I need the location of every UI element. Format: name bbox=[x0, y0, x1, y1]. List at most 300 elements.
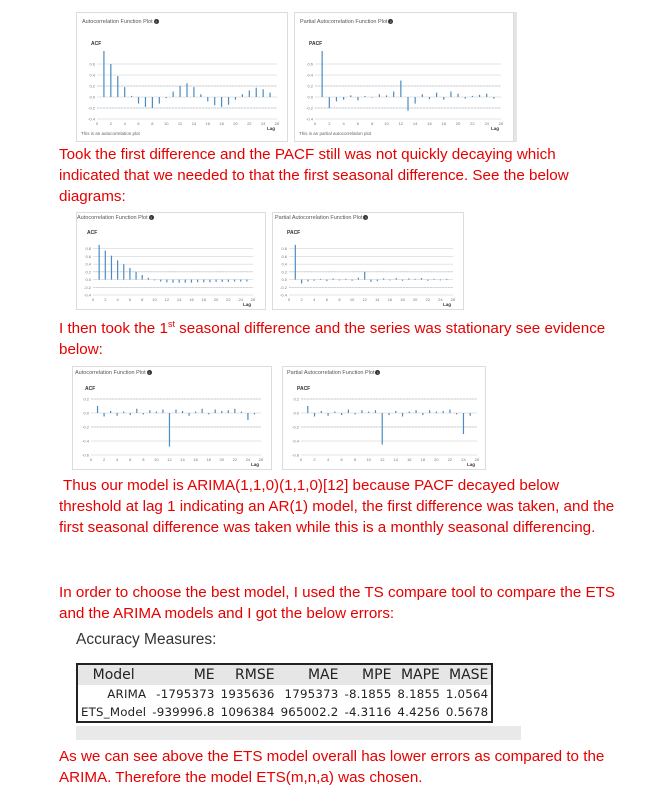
x-tick-label: 14 bbox=[412, 121, 418, 126]
bar bbox=[436, 93, 437, 97]
acf-axis-label: ACF bbox=[87, 230, 98, 236]
bar bbox=[228, 410, 229, 413]
x-tick-label: 4 bbox=[342, 121, 345, 126]
bar bbox=[234, 409, 235, 413]
bar bbox=[415, 279, 416, 280]
info-icon[interactable]: i bbox=[154, 19, 159, 24]
bar bbox=[336, 97, 337, 101]
bar bbox=[145, 97, 146, 107]
x-tick-label: 12 bbox=[177, 121, 183, 126]
x-tick-label: 20 bbox=[219, 457, 224, 462]
bar bbox=[301, 280, 302, 284]
bar bbox=[446, 279, 447, 280]
x-tick-label: 14 bbox=[176, 297, 182, 302]
x-axis-label: Lag bbox=[466, 462, 475, 467]
bar bbox=[179, 86, 180, 97]
bar bbox=[110, 64, 111, 97]
bar bbox=[351, 280, 352, 281]
y-tick-label: -0.6 bbox=[292, 452, 299, 458]
bar bbox=[343, 97, 344, 100]
bar bbox=[160, 280, 161, 282]
bar bbox=[254, 413, 255, 414]
bar bbox=[197, 280, 198, 283]
x-axis-label: Lag bbox=[250, 462, 259, 467]
y-tick-label: -0.4 bbox=[292, 438, 299, 444]
bar bbox=[314, 280, 315, 281]
x-tick-label: 8 bbox=[142, 457, 145, 462]
bar bbox=[379, 94, 380, 97]
bar bbox=[334, 412, 335, 413]
y-tick-label: 0.8 bbox=[85, 246, 91, 252]
para2-b: seasonal difference and the series was stationary see evidence below: bbox=[59, 320, 606, 358]
y-tick-label: 0.2 bbox=[83, 397, 89, 402]
acf-axis-label: ACF bbox=[91, 41, 102, 47]
bar bbox=[209, 280, 210, 283]
bar bbox=[396, 278, 397, 280]
cell: 4.4256 bbox=[397, 705, 440, 719]
col-me: ME bbox=[149, 664, 217, 685]
y-tick-label: -0.6 bbox=[82, 452, 89, 458]
cell: 965002.2 bbox=[280, 705, 339, 719]
x-tick-label: 2 bbox=[109, 121, 112, 126]
acf-panel-1-title bbox=[82, 19, 159, 25]
y-tick-label: -0.2 bbox=[280, 284, 287, 290]
bar bbox=[364, 96, 365, 97]
bar bbox=[368, 412, 369, 413]
cell: -8.1855 bbox=[344, 687, 392, 701]
x-tick-label: 26 bbox=[274, 121, 280, 126]
pacf-panel-1-title bbox=[300, 19, 393, 25]
bar bbox=[117, 76, 118, 97]
bar bbox=[215, 410, 216, 414]
info-icon[interactable]: i bbox=[147, 370, 152, 375]
x-tick-label: 10 bbox=[384, 121, 389, 126]
x-tick-label: 12 bbox=[380, 457, 385, 462]
x-tick-label: 18 bbox=[201, 297, 206, 302]
pacf-panel-1 bbox=[294, 12, 514, 142]
bar bbox=[348, 410, 349, 414]
bar bbox=[422, 94, 423, 97]
x-axis-label: Lag bbox=[442, 302, 451, 307]
x-tick-label: 6 bbox=[129, 457, 132, 462]
bar bbox=[486, 94, 487, 97]
x-tick-label: 8 bbox=[371, 121, 374, 126]
pacf-axis-label: PACF bbox=[297, 386, 311, 392]
x-tick-label: 16 bbox=[407, 457, 412, 462]
bar bbox=[364, 272, 365, 280]
x-tick-label: 0 bbox=[313, 121, 317, 126]
bar bbox=[159, 97, 160, 104]
bar bbox=[427, 280, 428, 281]
x-tick-label: 10 bbox=[366, 457, 371, 462]
bar bbox=[207, 97, 208, 101]
bar bbox=[186, 83, 187, 97]
x-tick-label: 4 bbox=[116, 457, 119, 462]
bar bbox=[202, 409, 203, 413]
bar bbox=[156, 412, 157, 413]
x-tick-label: 16 bbox=[427, 121, 432, 126]
y-tick-label: 0.6 bbox=[307, 61, 313, 67]
x-tick-label: 6 bbox=[128, 297, 132, 302]
x-tick-label: 2 bbox=[300, 297, 303, 302]
x-tick-label: 16 bbox=[189, 297, 194, 302]
x-tick-label: 2 bbox=[104, 297, 107, 302]
bar bbox=[421, 278, 422, 280]
x-tick-label: 0 bbox=[299, 457, 303, 462]
x-tick-label: 18 bbox=[219, 121, 224, 126]
col-mape: MAPE bbox=[394, 664, 442, 685]
x-tick-label: 22 bbox=[470, 121, 475, 126]
bar bbox=[247, 413, 248, 420]
x-tick-label: 6 bbox=[325, 297, 328, 302]
bar bbox=[191, 280, 192, 283]
x-tick-label: 16 bbox=[193, 457, 198, 462]
cell: -939996.8 bbox=[152, 705, 215, 719]
x-tick-label: 14 bbox=[393, 457, 398, 462]
x-tick-label: 18 bbox=[206, 457, 211, 462]
bar bbox=[152, 97, 153, 108]
x-tick-label: 8 bbox=[354, 457, 357, 462]
acf-title-text: Autocorrelation Function Plot bbox=[82, 19, 153, 25]
x-tick-label: 12 bbox=[362, 297, 367, 302]
x-tick-label: 26 bbox=[498, 121, 504, 126]
y-tick-label: -0.2 bbox=[82, 424, 89, 430]
bar bbox=[148, 278, 149, 280]
bar bbox=[422, 413, 423, 415]
x-tick-label: 0 bbox=[91, 297, 95, 302]
bar bbox=[221, 97, 222, 107]
x-tick-label: 14 bbox=[180, 457, 185, 462]
bar bbox=[358, 278, 359, 280]
cell: ETS_Model bbox=[81, 705, 147, 719]
acf-chart-1 bbox=[83, 51, 283, 133]
bar bbox=[249, 90, 250, 97]
x-tick-label: 20 bbox=[434, 457, 439, 462]
y-tick-label: 0.0 bbox=[307, 94, 313, 100]
bar bbox=[193, 87, 194, 97]
acf-panel-3-title bbox=[75, 370, 152, 376]
bar bbox=[256, 88, 257, 97]
bar bbox=[103, 51, 104, 97]
para2-a: I then took the 1 bbox=[59, 320, 168, 337]
y-tick-label: 0.6 bbox=[85, 253, 91, 259]
bar bbox=[103, 413, 104, 417]
y-tick-label: 0.2 bbox=[293, 397, 299, 402]
x-tick-label: 14 bbox=[191, 121, 197, 126]
bar bbox=[307, 406, 308, 413]
y-tick-label: 0.6 bbox=[89, 61, 95, 67]
table-row bbox=[77, 703, 492, 722]
acf-axis-label: ACF bbox=[85, 386, 96, 392]
y-tick-label: 0.4 bbox=[85, 261, 91, 267]
y-tick-label: 0.2 bbox=[85, 269, 91, 275]
y-tick-label: 0.2 bbox=[89, 83, 95, 89]
info-icon[interactable]: i bbox=[149, 215, 154, 220]
bar bbox=[179, 280, 180, 283]
y-tick-label: -0.4 bbox=[84, 292, 91, 298]
x-tick-label: 8 bbox=[141, 297, 144, 302]
x-tick-label: 8 bbox=[338, 297, 341, 302]
bar bbox=[136, 409, 137, 413]
pacf-axis-label: PACF bbox=[309, 41, 323, 47]
x-tick-label: 22 bbox=[247, 121, 252, 126]
bar bbox=[361, 410, 362, 413]
bar bbox=[326, 280, 327, 282]
bar bbox=[415, 97, 416, 104]
y-tick-label: 0.2 bbox=[281, 269, 287, 275]
bar bbox=[235, 97, 236, 100]
x-tick-label: 2 bbox=[313, 457, 316, 462]
paragraph-2 bbox=[59, 318, 619, 360]
bar bbox=[375, 410, 376, 413]
x-tick-label: 10 bbox=[152, 297, 157, 302]
y-tick-label: -0.2 bbox=[306, 105, 313, 111]
bar bbox=[135, 272, 136, 280]
bar bbox=[415, 410, 416, 413]
bar bbox=[246, 280, 247, 282]
bar bbox=[307, 280, 308, 282]
x-tick-label: 4 bbox=[116, 297, 119, 302]
x-tick-label: 24 bbox=[484, 121, 489, 126]
y-tick-label: 0.0 bbox=[85, 277, 91, 283]
bar bbox=[472, 96, 473, 97]
x-tick-label: 22 bbox=[425, 297, 430, 302]
bar bbox=[440, 280, 441, 281]
pacf-panel-2 bbox=[272, 212, 464, 310]
acf-note: This is an autocorrelation plot bbox=[81, 131, 140, 136]
cell: ARIMA bbox=[107, 687, 147, 701]
info-icon[interactable]: i bbox=[388, 19, 393, 24]
bar bbox=[149, 410, 150, 413]
bar bbox=[393, 92, 394, 98]
bar bbox=[456, 413, 457, 414]
bar bbox=[138, 97, 139, 104]
x-tick-label: 24 bbox=[461, 457, 466, 462]
x-tick-label: 0 bbox=[89, 457, 93, 462]
pacf-chart-3 bbox=[287, 397, 483, 469]
bar bbox=[123, 264, 124, 279]
bar bbox=[409, 412, 410, 413]
x-tick-label: 12 bbox=[398, 121, 404, 126]
cell: 1.0564 bbox=[445, 687, 489, 701]
acf-panel-3 bbox=[72, 366, 272, 470]
pacf-title-text: Partial Autocorrelation Function Plot bbox=[300, 19, 388, 25]
cell: -4.3116 bbox=[344, 705, 392, 719]
pacf-title-text: Partial Autocorrelation Function Plot bbox=[275, 215, 363, 221]
bar bbox=[402, 413, 403, 417]
x-tick-label: 8 bbox=[151, 121, 154, 126]
bar bbox=[339, 280, 340, 281]
bar bbox=[234, 280, 235, 282]
pacf-axis-label: PACF bbox=[287, 230, 301, 236]
bar bbox=[357, 97, 358, 100]
y-tick-label: 0.6 bbox=[281, 253, 287, 259]
x-tick-label: 24 bbox=[438, 297, 443, 302]
bar bbox=[214, 97, 215, 105]
bar bbox=[117, 413, 118, 416]
cell: 1096384 bbox=[220, 705, 275, 719]
bar bbox=[169, 413, 170, 447]
bar bbox=[117, 260, 118, 279]
x-tick-label: 26 bbox=[250, 297, 256, 302]
bar bbox=[479, 95, 480, 97]
x-tick-label: 22 bbox=[226, 297, 231, 302]
bar bbox=[370, 280, 371, 282]
bar bbox=[215, 280, 216, 282]
scrollbar-horizontal[interactable] bbox=[76, 726, 521, 740]
table-row bbox=[77, 685, 492, 703]
bar bbox=[162, 410, 163, 414]
bar bbox=[429, 97, 430, 99]
bar bbox=[154, 280, 155, 281]
cell: 1795373 bbox=[284, 687, 339, 701]
x-axis-label: Lag bbox=[490, 126, 499, 131]
para2-sup: st bbox=[167, 318, 175, 329]
y-tick-label: 0.4 bbox=[307, 72, 313, 78]
x-tick-label: 26 bbox=[258, 457, 264, 462]
bar bbox=[345, 279, 346, 280]
y-tick-label: 0.4 bbox=[281, 261, 287, 267]
bar bbox=[166, 280, 167, 283]
cell: 1935636 bbox=[220, 687, 275, 701]
bar bbox=[314, 413, 315, 417]
bar bbox=[493, 97, 494, 99]
bar bbox=[386, 95, 387, 97]
y-tick-label: -0.2 bbox=[88, 105, 95, 111]
acf-title-text: Autocorrelation Function Plot bbox=[77, 215, 148, 221]
y-tick-label: -0.4 bbox=[88, 116, 95, 122]
bar bbox=[433, 279, 434, 280]
bar bbox=[263, 89, 264, 97]
bar bbox=[99, 245, 100, 280]
x-tick-label: 4 bbox=[123, 121, 126, 126]
x-tick-label: 18 bbox=[420, 457, 426, 462]
bar bbox=[124, 87, 125, 97]
x-tick-label: 18 bbox=[441, 121, 446, 126]
x-tick-label: 18 bbox=[400, 297, 405, 302]
bar bbox=[443, 97, 444, 100]
bar bbox=[269, 93, 270, 97]
bar bbox=[429, 410, 430, 413]
bar bbox=[333, 278, 334, 279]
bar bbox=[208, 413, 209, 414]
y-tick-label: -0.4 bbox=[82, 438, 89, 444]
bar bbox=[322, 51, 323, 97]
bar bbox=[321, 411, 322, 413]
x-tick-label: 2 bbox=[102, 457, 106, 462]
x-tick-label: 0 bbox=[95, 121, 99, 126]
bar bbox=[221, 411, 222, 413]
pacf-title-text: Partial Autocorrelation Function Plot bbox=[287, 370, 375, 376]
bar bbox=[222, 280, 223, 282]
x-tick-label: 16 bbox=[205, 121, 210, 126]
info-icon[interactable]: i bbox=[375, 370, 380, 375]
bar bbox=[355, 413, 356, 414]
bar bbox=[463, 413, 464, 434]
paragraph-5: As we can see above the ETS model overall has lower errors as compared to the ARIMA. Therefore the model ETS(m,n,a) was chosen. bbox=[59, 748, 605, 786]
y-tick-label: 0.4 bbox=[89, 72, 95, 78]
x-tick-label: 24 bbox=[238, 297, 243, 302]
bar bbox=[173, 92, 174, 98]
pacf-panel-3 bbox=[282, 366, 486, 470]
bar bbox=[97, 406, 98, 413]
x-axis-label: Lag bbox=[266, 126, 275, 131]
col-mae: MAE bbox=[278, 664, 342, 685]
info-icon[interactable]: i bbox=[363, 215, 368, 220]
x-tick-label: 22 bbox=[232, 457, 238, 462]
y-tick-label: 0.0 bbox=[281, 277, 287, 283]
bar bbox=[182, 411, 183, 413]
y-tick-label: -0.4 bbox=[280, 292, 287, 298]
bar bbox=[372, 97, 373, 98]
pacf-chart-2 bbox=[275, 239, 459, 309]
x-tick-label: 26 bbox=[474, 457, 480, 462]
x-tick-label: 24 bbox=[245, 457, 251, 462]
bar bbox=[320, 279, 321, 280]
x-tick-label: 14 bbox=[375, 297, 380, 302]
pacf-note: This is an partial autocorrelation plot bbox=[299, 131, 372, 136]
bar bbox=[465, 97, 466, 99]
paragraph-4: In order to choose the best model, I used the TS compare tool to compare the ETS and the ARIMA models and I got the below errors: bbox=[59, 584, 616, 622]
pacf-chart-1 bbox=[301, 51, 507, 133]
bar bbox=[377, 280, 378, 282]
y-tick-label: 0.0 bbox=[83, 410, 89, 416]
bar bbox=[382, 413, 383, 445]
col-mase: MASE bbox=[443, 664, 492, 685]
y-tick-label: -0.4 bbox=[306, 116, 313, 122]
bar bbox=[129, 268, 130, 280]
bar bbox=[457, 94, 458, 97]
cell: 8.1855 bbox=[397, 687, 440, 701]
x-tick-label: 12 bbox=[164, 297, 170, 302]
x-tick-label: 0 bbox=[287, 297, 291, 302]
bar bbox=[143, 413, 144, 414]
x-tick-label: 4 bbox=[313, 297, 316, 302]
acf-title-text: Autocorrelation Function Plot bbox=[75, 370, 146, 376]
bar bbox=[228, 280, 229, 282]
bar bbox=[402, 280, 403, 281]
col-rmse: RMSE bbox=[218, 664, 278, 685]
x-tick-label: 12 bbox=[167, 457, 172, 462]
acf-panel-2 bbox=[76, 212, 266, 310]
bar bbox=[130, 413, 131, 415]
x-tick-label: 24 bbox=[260, 121, 266, 126]
bar bbox=[388, 413, 389, 415]
bar bbox=[470, 413, 471, 416]
bar bbox=[105, 251, 106, 280]
bar bbox=[185, 280, 186, 283]
bar bbox=[188, 413, 189, 416]
bar bbox=[195, 412, 196, 413]
x-tick-label: 10 bbox=[349, 297, 355, 302]
x-tick-label: 16 bbox=[387, 297, 393, 302]
x-tick-label: 20 bbox=[412, 297, 418, 302]
bar bbox=[449, 410, 450, 414]
bar bbox=[400, 81, 401, 98]
y-tick-label: 0.0 bbox=[89, 94, 95, 100]
x-tick-label: 20 bbox=[213, 297, 219, 302]
y-tick-label: 0.0 bbox=[293, 410, 299, 416]
bar bbox=[240, 280, 241, 282]
bar bbox=[408, 278, 409, 279]
bar bbox=[131, 96, 132, 97]
accuracy-title: Accuracy Measures: bbox=[76, 631, 217, 648]
y-tick-label: 0.2 bbox=[307, 83, 313, 89]
pacf-panel-2-title bbox=[275, 215, 368, 221]
x-axis-label: Lag bbox=[242, 302, 251, 307]
bar bbox=[450, 92, 451, 98]
scrollbar-vertical[interactable] bbox=[514, 12, 517, 142]
